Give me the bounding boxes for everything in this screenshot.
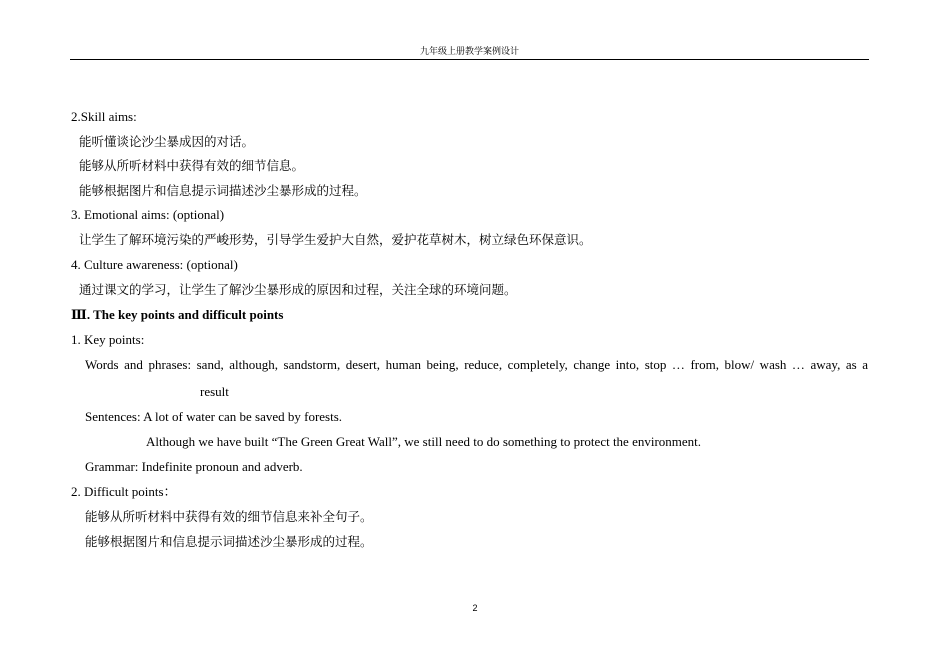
page-number: 2 — [472, 603, 478, 613]
skill-aims-heading: 2.Skill aims: — [71, 109, 137, 124]
difficult-points-heading: 2. Difficult points： — [71, 484, 177, 499]
page-header: 九年级上册教学案例设计 — [70, 45, 869, 60]
sentences-line-1: Sentences: A lot of water can be saved by forests. — [85, 409, 343, 424]
culture-awareness-heading: 4. Culture awareness: (optional) — [71, 257, 238, 272]
words-and-phrases-continued: result — [200, 384, 229, 399]
emotional-aims-heading: 3. Emotional aims: (optional) — [71, 207, 225, 222]
culture-awareness-text: 通过课文的学习，让学生了解沙尘暴形成的原因和过程，关注全球的环境问题。 — [79, 282, 517, 297]
skill-aim-item: 能够根据图片和信息提示词描述沙尘暴形成的过程。 — [79, 183, 367, 198]
section-heading: Ⅲ. The key points and difficult points — [71, 307, 284, 322]
sentences-line-2: Although we have built “The Green Great Wall”, we still need to do something to protect the environment. — [146, 434, 702, 449]
difficult-point-item: 能够根据图片和信息提示词描述沙尘暴形成的过程。 — [85, 534, 373, 549]
emotional-aims-text: 让学生了解环境污染的严峻形势，引导学生爱护大自然，爱护花草树木，树立绿色环保意识。 — [79, 232, 592, 247]
skill-aim-item: 能听懂谈论沙尘暴成因的对话。 — [79, 134, 255, 149]
key-points-heading: 1. Key points: — [71, 332, 145, 347]
grammar-line: Grammar: Indefinite pronoun and adverb. — [85, 459, 303, 474]
difficult-point-item: 能够从所听材料中获得有效的细节信息来补全句子。 — [85, 509, 373, 524]
words-and-phrases: Words and phrases: sand, although, sandstorm, desert, human being, reduce, completely, change into, stop … from, blow/ wash … away, as a — [85, 357, 868, 372]
skill-aim-item: 能够从所听材料中获得有效的细节信息。 — [79, 158, 305, 173]
